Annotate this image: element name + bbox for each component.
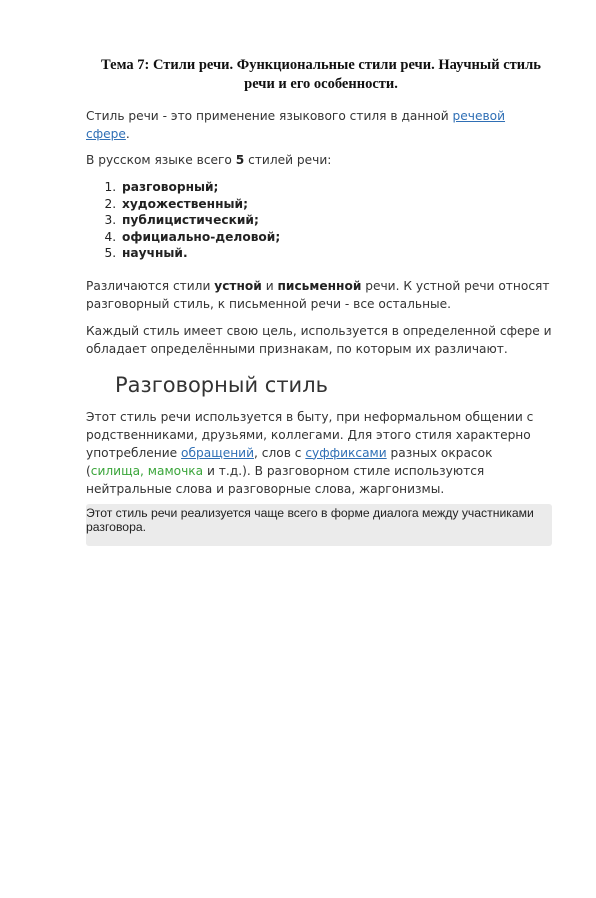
- definition-end: .: [125, 127, 130, 141]
- list-item: 2. художественный;: [120, 196, 552, 213]
- count-end: стилей речи:: [244, 153, 332, 167]
- styles-list: [86, 179, 552, 262]
- list-item: 1. разговорный;: [120, 179, 552, 196]
- page-title: Тема 7: Стили речи. Функциональные стили речи. Научный стиль речи и его особенности.: [101, 57, 541, 92]
- styles-count: 5: [235, 153, 245, 167]
- suffixes-link[interactable]: суффиксами: [305, 445, 387, 460]
- list-item: 3. публицистический;: [120, 212, 552, 229]
- written-term: письменной: [277, 278, 362, 293]
- colloquial-paragraph: Этот стиль речи используется в быту, при неформальном общении с родственниками, друзьями, коллегами. Для этого стиля характерно употребление обращений, слов с суффиксами разных окрасок (силища, мамочка и т.д.). В разговорном стиле используются нейтральные слова и разговорные слова, жаргонизмы.: [86, 409, 534, 496]
- count-paragraph: [86, 151, 552, 169]
- section-heading: Разговорный стиль: [115, 372, 328, 397]
- definition-paragraph: [86, 107, 552, 143]
- count-text: В русском языке всего: [86, 153, 236, 167]
- oral-written-paragraph: Различаются стили устной и письменной речи. К устной речи относят разговорный стиль, к письменной речи - все остальные.: [86, 278, 550, 311]
- purpose-paragraph: Каждый стиль имеет свою цель, используется в определенной сфере и обладает определёнными признакам, по которым их различают.: [86, 323, 552, 356]
- definition-text: Стиль речи - это применение языкового стиля в данной: [86, 109, 453, 123]
- document-page: [0, 56, 596, 898]
- appeals-link[interactable]: обращений: [181, 445, 255, 460]
- note-box: Этот стиль речи реализуется чаще всего в форме диалога между участниками разговора.: [86, 504, 552, 546]
- oral-term: устной: [214, 278, 262, 293]
- speech-sphere-link[interactable]: речевой сфере: [86, 109, 506, 141]
- list-item: 5. научный.: [120, 245, 552, 262]
- list-item: 4. официально-деловой;: [120, 229, 552, 246]
- example-words: силища, мамочка: [90, 463, 204, 478]
